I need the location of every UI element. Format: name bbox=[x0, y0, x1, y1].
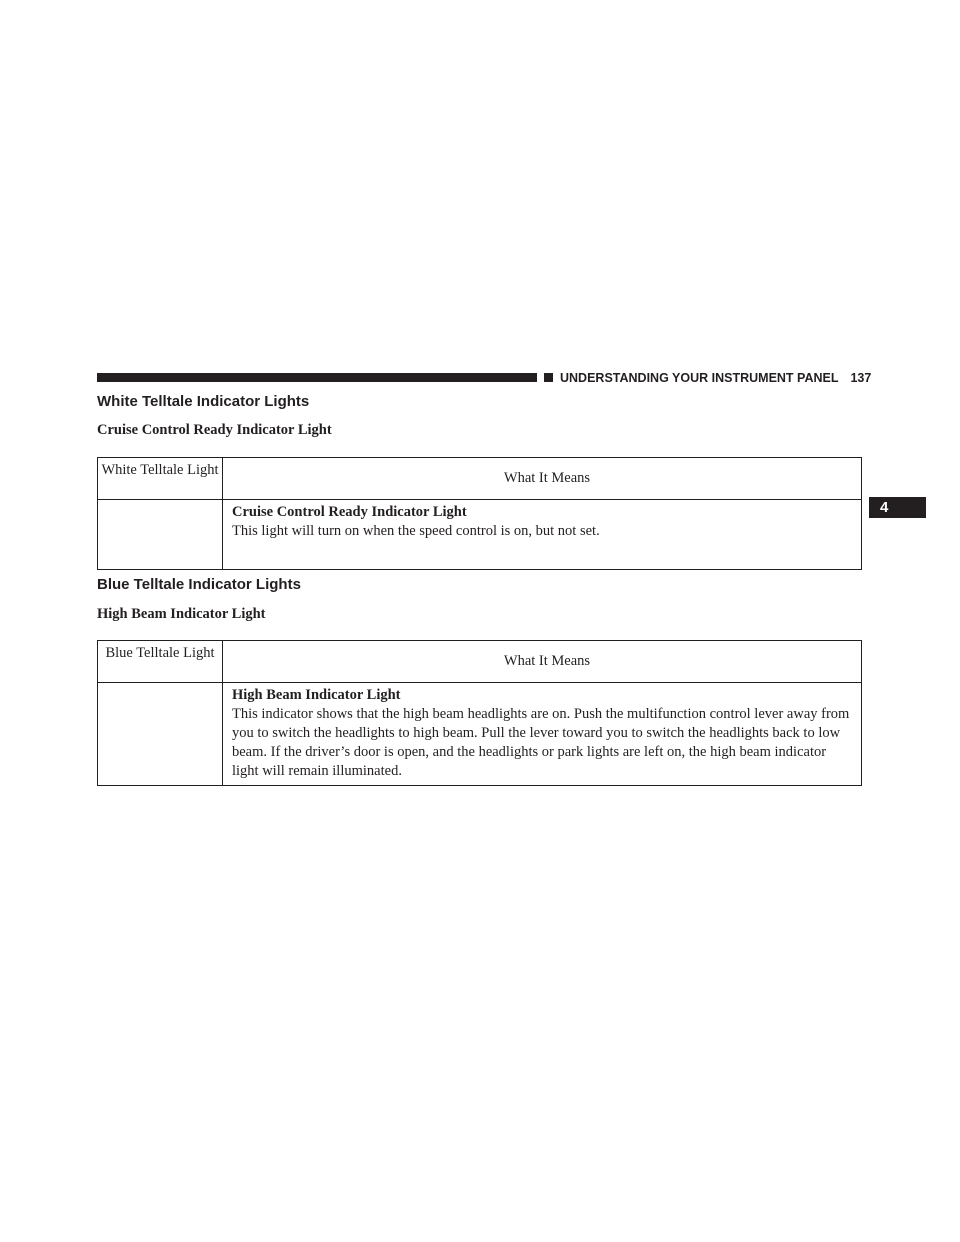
meaning-cell bbox=[223, 500, 862, 570]
chapter-tab: 4 bbox=[869, 497, 926, 518]
subheading-cruise-control: Cruise Control Ready Indicator Light bbox=[97, 422, 332, 438]
table-header-row bbox=[98, 641, 862, 683]
running-header-title: UNDERSTANDING YOUR INSTRUMENT PANEL bbox=[560, 371, 839, 385]
row-description: This light will turn on when the speed control is on, but not set. bbox=[232, 523, 600, 539]
telltale-icon-cell bbox=[98, 500, 223, 570]
white-telltale-table bbox=[97, 457, 862, 570]
blue-telltale-table bbox=[97, 640, 862, 786]
row-title: Cruise Control Ready Indicator Light bbox=[232, 504, 467, 520]
header-rule-square bbox=[544, 373, 553, 382]
table-row bbox=[98, 500, 862, 570]
running-header bbox=[560, 370, 872, 386]
table-row bbox=[98, 683, 862, 786]
row-title: High Beam Indicator Light bbox=[232, 687, 401, 703]
subheading-high-beam: High Beam Indicator Light bbox=[97, 606, 266, 622]
section-heading-white: White Telltale Indicator Lights bbox=[97, 393, 310, 410]
page-number: 137 bbox=[850, 371, 872, 385]
table-header-row bbox=[98, 458, 862, 500]
section-heading-blue: Blue Telltale Indicator Lights bbox=[97, 576, 301, 593]
column-header-what-it-means: What It Means bbox=[223, 458, 862, 500]
meaning-cell bbox=[223, 683, 862, 786]
header-rule bbox=[97, 373, 537, 382]
column-header-light: White Telltale Light bbox=[98, 458, 223, 500]
row-description: This indicator shows that the high beam headlights are on. Push the multifunction control lever away from you to switch the headlights to high beam. Pull the lever toward you to switch the headlights back to low beam. If the driver’s door is open, and the headlights or park lights are left on, the high beam indicator light will remain illuminated. bbox=[232, 706, 850, 779]
column-header-light: Blue Telltale Light bbox=[98, 641, 223, 683]
column-header-what-it-means: What It Means bbox=[223, 641, 862, 683]
telltale-icon-cell bbox=[98, 683, 223, 786]
